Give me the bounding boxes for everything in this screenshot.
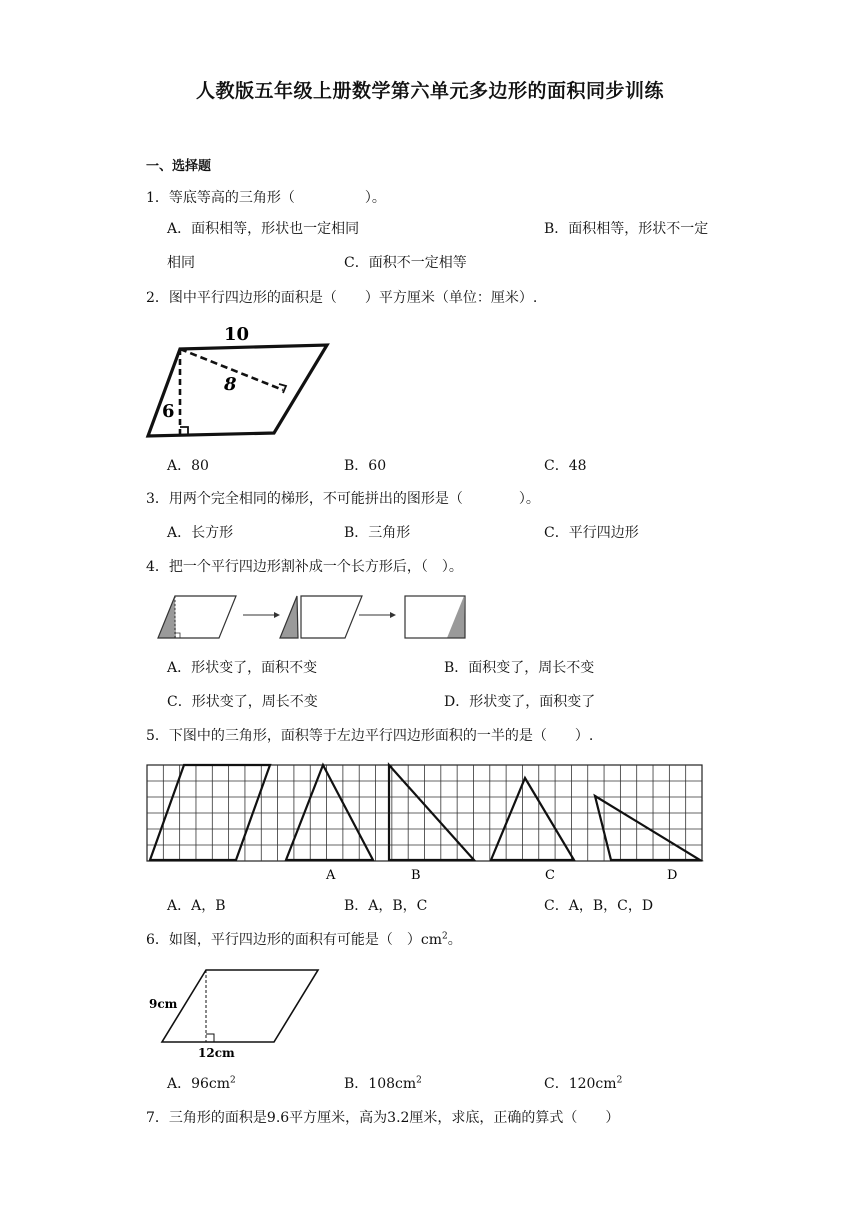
trapezoid-piece	[301, 596, 362, 638]
question-6-stem: 6．如图，平行四边形的面积有可能是（ ）$cm^2$。	[146, 931, 462, 948]
question-1-option-b: B．面积相等，形状不一定	[544, 221, 709, 237]
label-a: A	[326, 868, 336, 883]
question-2-stem: 2．图中平行四边形的面积是（ ）平方厘米（单位：厘米）.	[146, 290, 538, 306]
label-c: C	[545, 868, 555, 883]
label-base: 12cm	[198, 1046, 235, 1060]
question-1-option-b-cont: 相同	[167, 255, 195, 271]
question-5-option-b: B．A，B，C	[344, 898, 428, 914]
question-1-option-c: C．面积不一定相等	[344, 255, 467, 271]
shaded-triangle-2	[280, 596, 298, 638]
label-side: 9cm	[149, 997, 178, 1011]
question-3-option-b: B．三角形	[344, 525, 411, 541]
grid-parallelogram	[150, 765, 270, 860]
question-4-option-c: C．形状变了，周长不变	[167, 694, 318, 710]
right-angle-mark-side	[279, 384, 286, 393]
question-4-option-d: D．形状变了，面积变了	[444, 694, 596, 710]
question-1-stem: 1．等底等高的三角形（ ）。	[146, 190, 386, 206]
question-5-option-c: C．A，B，C，D	[544, 898, 654, 914]
grid-lines	[147, 765, 702, 861]
page-title: 人教版五年级上册数学第六单元多边形的面积同步训练	[195, 80, 664, 102]
triangle-c	[491, 778, 574, 860]
parallelogram-q6	[162, 970, 318, 1042]
question-7-stem: 7．三角形的面积是9.6平方厘米，高为3.2厘米，求底，正确的算式（ ）	[146, 1110, 620, 1126]
question-4-stem: 4．把一个平行四边形割补成一个长方形后，（ ）。	[146, 559, 463, 575]
section-heading: 一、选择题	[146, 159, 212, 174]
arrow-2-icon	[390, 612, 396, 618]
triangle-b	[389, 765, 474, 860]
arrow-1-icon	[274, 612, 280, 618]
label-top: 10	[224, 324, 250, 345]
question-5-stem: 5．下图中的三角形，面积等于左边平行四边形面积的一半的是（ ）.	[146, 728, 594, 744]
grid-figure-q5	[140, 758, 710, 884]
question-3-option-c: C．平行四边形	[544, 525, 639, 541]
parallelogram-figure-q2	[140, 318, 340, 444]
parallelogram-figure-q6	[140, 962, 330, 1062]
question-1-option-a: A．面积相等，形状也一定相同	[167, 221, 360, 237]
right-angle-mark-q6	[206, 1034, 214, 1042]
label-diag: 8	[224, 374, 237, 395]
question-6-option-c: C．$120cm^2$	[544, 1075, 623, 1092]
label-d: D	[667, 868, 678, 883]
question-4-option-a: A．形状变了，面积不变	[167, 660, 318, 676]
question-2-option-c: C．48	[544, 458, 587, 474]
question-6-option-b: B．$108cm^2$	[344, 1075, 422, 1092]
question-4-option-b: B．面积变了，周长不变	[444, 660, 595, 676]
parallelogram-outline	[148, 345, 327, 436]
triangle-a	[286, 765, 373, 860]
shaded-triangle-3	[447, 596, 465, 638]
cut-and-fill-figure-q4	[150, 588, 475, 646]
question-5-option-a: A．A，B	[167, 898, 226, 914]
label-left: 6	[162, 401, 175, 422]
question-3-option-a: A．长方形	[167, 525, 234, 541]
label-b: B	[411, 868, 421, 883]
question-2-option-b: B．60	[344, 458, 387, 474]
question-3-stem: 3．用两个完全相同的梯形，不可能拼出的图形是（ ）。	[146, 491, 540, 507]
question-2-option-a: A．80	[167, 458, 209, 474]
question-6-option-a: A．$96cm^2$	[167, 1075, 236, 1092]
triangle-d	[595, 796, 700, 860]
